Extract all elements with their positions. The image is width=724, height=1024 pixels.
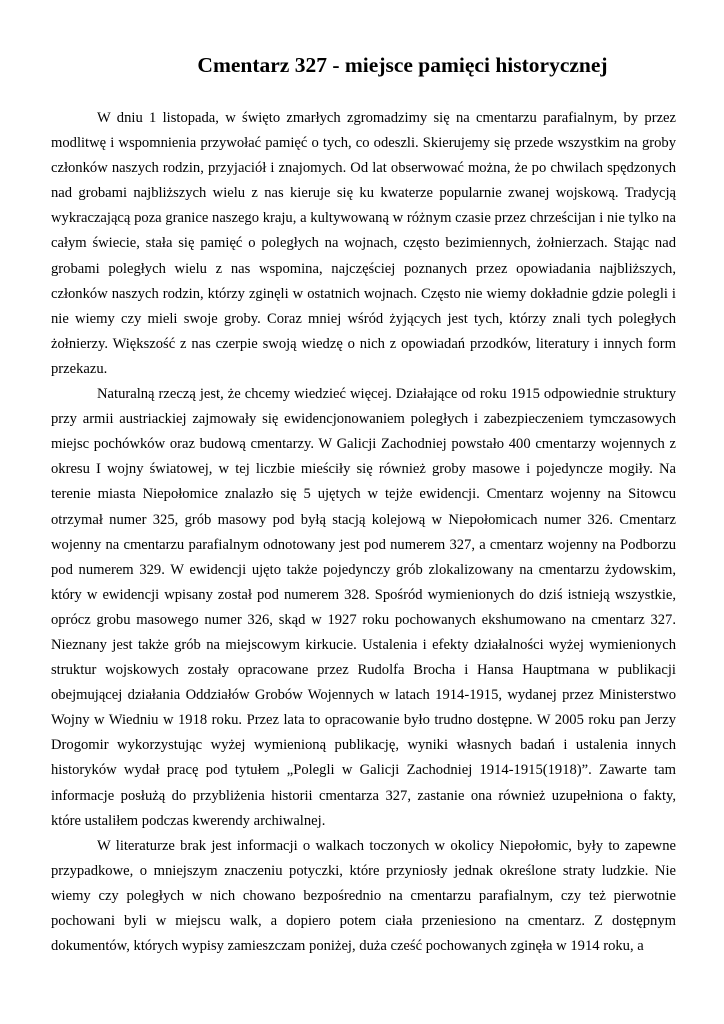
document-title: Cmentarz 327 - miejsce pamięci historycznej	[197, 53, 608, 77]
paragraph-history: Naturalną rzeczą jest, że chcemy wiedzieć więcej. Działające od roku 1915 odpowiednie struktury przy armii austriackiej zajmowały się ewidencjonowaniem poległych i zabezpieczeniem tymczasowych miejsc pochówków oraz budową cmentarzy. W Galicji Zachodniej powstało 400 cmentarzy wojennych z okresu I wojny światowej, w tej liczbie mieściły się również groby masowe i pojedyncze mogiły. Na terenie miasta Niepołomice znalazło się 5 ujętych w tejże ewidencji. Cmentarz wojenny na Sitowcu otrzymał numer 325, grób masowy pod byłą stacją kolejową w Niepołomicach numer 326. Cmentarz wojenny na cmentarzu parafialnym odnotowany jest pod numerem 327, a cmentarz wojenny na Podborzu pod numerem 329. W ewidencji ujęto także pojedynczy grób zlokalizowany na cmentarzu żydowskim, który w ewidencji wpisany został pod numerem 328. Spośród wymienionych do dziś istnieją wszystkie, oprócz grobu masowego numer 326, skąd w 1927 roku pochowanych ekshumowano na cmentarz 327. Nieznany jest także grób na miejscowym kirkucie. Ustalenia i efekty działalności wyżej wymienionych struktur wojskowych zostały opracowane przez Rudolfa Brocha i Hansa Hauptmana w publikacji obejmującej działania Oddziałów Grobów Wojennych w latach 1914-1915, wydanej przez Ministerstwo Wojny w Wiedniu w 1918 roku. Przez lata to opracowanie było trudno dostępne. W 2005 roku pan Jerzy Drogomir wykorzystując wyżej wymienioną publikację, wyniki własnych badań i ustalenia innych historyków wydał pracę pod tytułem „Polegli w Galicji Zachodniej 1914-1915(1918)”. Zawarte tam informacje posłużą do przybliżenia historii cmentarza 327, zastanie ona również uzupełniona o fakty, które ustaliłem podczas kwerendy archiwalnej.	[51, 386, 676, 829]
paragraph-intro: W dniu 1 listopada, w święto zmarłych zgromadzimy się na cmentarzu parafialnym, by przez modlitwę i wspomnienia przywołać pamięć o tych, co odeszli. Skierujemy się przede wszystkim na groby członków naszych rodzin, przyjaciół i znajomych. Od lat obserwować można, że po chwilach spędzonych nad grobami najbliższych wielu z nas kieruje się ku kwaterze popularnie zwanej wojskową. Tradycją wykraczającą poza granice naszego kraju, a kultywowaną w różnym czasie przez chrześcijan i nie tylko na całym świecie, stała się pamięć o poległych na wojnach, często bezimiennych, żołnierzach. Stając nad grobami poległych wielu z nas wspomina, najczęściej poznanych przez opowiadania najbliższych, członków naszych rodzin, którzy zginęli w ostatnich wojnach. Często nie wiemy dokładnie gdzie polegli i nie wiemy czy mieli swoje groby. Coraz mniej wśród żyjących jest tych, którzy znali tych poległych żołnierzy. Większość z nas czerpie swoją wiedzę o nich z opowiadań przodków, literatury i innych form przekazu.	[51, 110, 676, 377]
paragraph-battles: W literaturze brak jest informacji o walkach toczonych w okolicy Niepołomic, były to zapewne przypadkowe, o mniejszym znaczeniu potyczki, które przyniosły jednak określone straty ludzkie. Nie wiemy czy poległych w nich chowano bezpośrednio na cmentarzu parafialnym, czy też pierwotnie pochowani byli w miejscu walk, a dopiero potem ciała przeniesiono na cmentarz. Z dostępnym dokumentów, których wypisy zamieszczam poniżej, duża cześć pochowanych zginęła w 1914 roku, a	[51, 837, 676, 955]
